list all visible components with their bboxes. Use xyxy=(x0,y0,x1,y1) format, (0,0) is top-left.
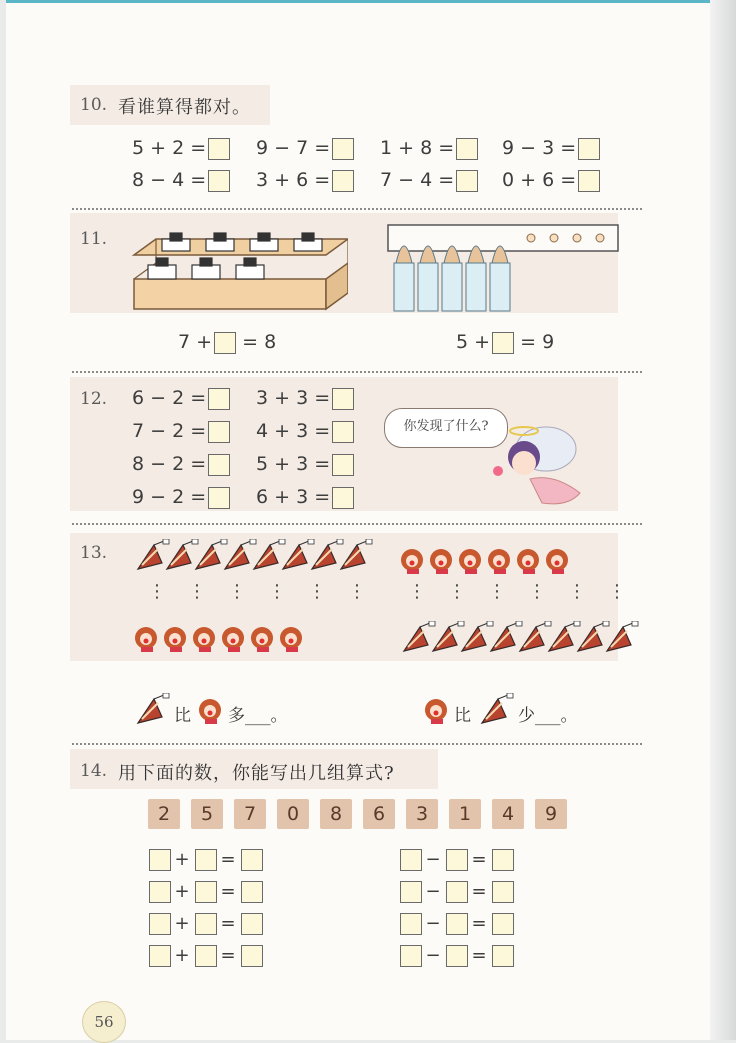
plus-sign: + xyxy=(174,913,190,934)
q12-eq: 9 − 2 = xyxy=(132,484,230,510)
hat-icon xyxy=(478,693,516,727)
q10-number: 10. xyxy=(80,95,108,115)
equals-sign: = xyxy=(220,913,236,934)
plus-sign: + xyxy=(174,849,190,870)
number-card: 6 xyxy=(363,799,395,829)
answer-box[interactable] xyxy=(400,945,422,967)
answer-box[interactable] xyxy=(492,332,514,354)
q11-eq-left: 7 + = 8 xyxy=(178,331,277,353)
section-divider xyxy=(72,208,642,210)
minus-sign: − xyxy=(425,945,441,966)
number-card: 8 xyxy=(320,799,352,829)
dotted-matching-lines: ⋮⋮⋮⋮⋮⋮ xyxy=(148,581,388,602)
bottle-rack-illustration xyxy=(386,223,622,315)
hat-icon xyxy=(134,693,172,727)
q10-eq: 9 − 3 = xyxy=(502,135,600,161)
q13-compare-left-bi: 比 xyxy=(174,706,191,726)
answer-box[interactable] xyxy=(195,849,217,871)
answer-box[interactable] xyxy=(195,881,217,903)
section-divider xyxy=(72,523,642,525)
answer-box[interactable] xyxy=(332,487,354,509)
q12-eq: 4 + 3 = xyxy=(256,418,354,444)
q10-eq: 0 + 6 = xyxy=(502,167,600,193)
number-card: 1 xyxy=(449,799,481,829)
q12-eq: 6 + 3 = xyxy=(256,484,354,510)
q12-eq: 5 + 3 = xyxy=(256,451,354,477)
answer-box[interactable] xyxy=(208,138,230,160)
number-card: 7 xyxy=(234,799,266,829)
answer-box[interactable] xyxy=(214,332,236,354)
answer-box[interactable] xyxy=(400,913,422,935)
bottle-crate-illustration xyxy=(126,225,348,311)
answer-box[interactable] xyxy=(492,945,514,967)
q12-eq: 3 + 3 = xyxy=(256,385,354,411)
q11-number: 11. xyxy=(80,229,108,249)
q14-number: 14. xyxy=(80,761,108,781)
answer-box[interactable] xyxy=(208,454,230,476)
equals-sign: = xyxy=(220,945,236,966)
answer-box[interactable] xyxy=(208,170,230,192)
equals-sign: = xyxy=(220,881,236,902)
hats-row-bottom-right xyxy=(400,621,640,655)
answer-box[interactable] xyxy=(208,421,230,443)
plus-sign: + xyxy=(174,881,190,902)
section-divider xyxy=(72,371,642,373)
textbook-page xyxy=(6,0,716,1040)
answer-box[interactable] xyxy=(446,913,468,935)
equals-sign: = xyxy=(220,849,236,870)
answer-box[interactable] xyxy=(241,881,263,903)
answer-box[interactable] xyxy=(446,849,468,871)
answer-box[interactable] xyxy=(446,945,468,967)
answer-box[interactable] xyxy=(195,945,217,967)
hats-row-top xyxy=(134,539,384,573)
answer-box[interactable] xyxy=(578,138,600,160)
clowns-row-top-right xyxy=(400,547,580,575)
answer-box[interactable] xyxy=(492,913,514,935)
minus-sign: − xyxy=(425,881,441,902)
q11-eq-right: 5 + = 9 xyxy=(456,331,555,353)
q13-number: 13. xyxy=(80,543,108,563)
page-gutter xyxy=(710,0,736,1040)
answer-box[interactable] xyxy=(456,138,478,160)
number-card: 3 xyxy=(406,799,438,829)
equals-sign: = xyxy=(471,945,487,966)
q10-eq: 8 − 4 = xyxy=(132,167,230,193)
answer-box[interactable] xyxy=(149,945,171,967)
q10-eq: 5 + 2 = xyxy=(132,135,230,161)
answer-box[interactable] xyxy=(492,881,514,903)
equals-sign: = xyxy=(471,881,487,902)
answer-box[interactable] xyxy=(241,849,263,871)
fairy-girl-illustration xyxy=(484,423,594,515)
answer-box[interactable] xyxy=(446,881,468,903)
q12-number: 12. xyxy=(80,389,108,409)
q10-eq: 9 − 7 = xyxy=(256,135,354,161)
q13-compare-right-bi: 比 xyxy=(454,706,471,726)
q12-eq: 7 − 2 = xyxy=(132,418,230,444)
q12-eq: 6 − 2 = xyxy=(132,385,230,411)
answer-box[interactable] xyxy=(149,881,171,903)
minus-sign: − xyxy=(425,913,441,934)
answer-box[interactable] xyxy=(456,170,478,192)
answer-box[interactable] xyxy=(332,170,354,192)
number-card: 9 xyxy=(535,799,567,829)
page-number: 56 xyxy=(82,1001,126,1043)
number-card: 5 xyxy=(191,799,223,829)
plus-sign: + xyxy=(174,945,190,966)
answer-box[interactable] xyxy=(400,881,422,903)
number-card: 4 xyxy=(492,799,524,829)
q10-title: 看谁算得都对。 xyxy=(118,97,251,118)
answer-box[interactable] xyxy=(241,913,263,935)
answer-box[interactable] xyxy=(149,913,171,935)
q13-compare-right-end: 少___。 xyxy=(518,706,578,726)
speech-bubble: 你发现了什么? xyxy=(384,408,508,448)
answer-box[interactable] xyxy=(208,388,230,410)
answer-box[interactable] xyxy=(332,421,354,443)
answer-box[interactable] xyxy=(195,913,217,935)
number-card: 2 xyxy=(148,799,180,829)
answer-box[interactable] xyxy=(332,454,354,476)
equals-sign: = xyxy=(471,913,487,934)
equals-sign: = xyxy=(471,849,487,870)
answer-box[interactable] xyxy=(149,849,171,871)
answer-box[interactable] xyxy=(241,945,263,967)
q10-eq: 3 + 6 = xyxy=(256,167,354,193)
clown-icon xyxy=(198,697,224,725)
answer-box[interactable] xyxy=(332,138,354,160)
minus-sign: − xyxy=(425,849,441,870)
clowns-row-bottom-left xyxy=(134,625,314,653)
q10-eq: 1 + 8 = xyxy=(380,135,478,161)
q12-eq: 8 − 2 = xyxy=(132,451,230,477)
q14-title: 用下面的数，你能写出几组算式? xyxy=(118,763,395,784)
answer-box[interactable] xyxy=(400,849,422,871)
answer-box[interactable] xyxy=(492,849,514,871)
q10-eq: 7 − 4 = xyxy=(380,167,478,193)
number-card: 0 xyxy=(277,799,309,829)
clown-icon xyxy=(424,697,450,725)
answer-box[interactable] xyxy=(578,170,600,192)
q13-compare-left-end: 多___。 xyxy=(228,706,288,726)
section-divider xyxy=(72,743,642,745)
answer-box[interactable] xyxy=(208,487,230,509)
dotted-matching-lines: ⋮⋮⋮⋮⋮⋮ xyxy=(408,581,648,602)
answer-box[interactable] xyxy=(332,388,354,410)
